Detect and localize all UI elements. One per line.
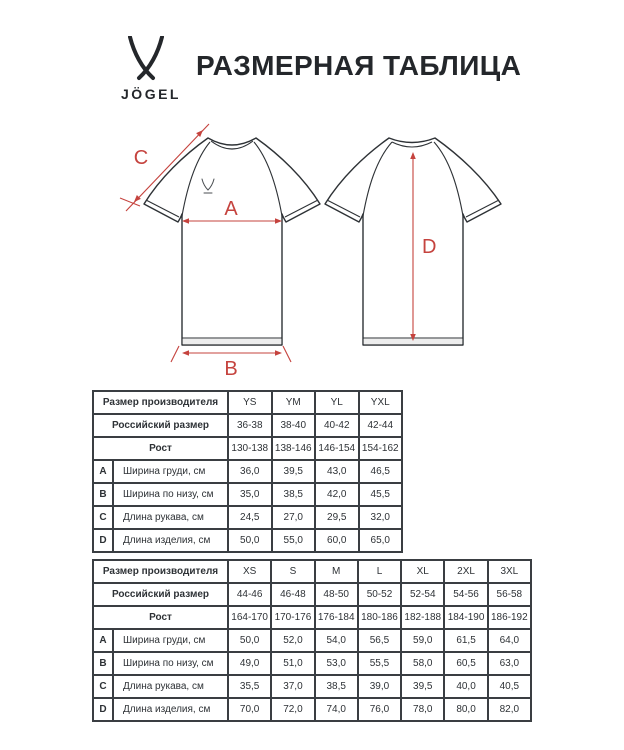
measure-name-cell: Ширина груди, см	[113, 629, 228, 652]
header-value-cell: YM	[272, 391, 316, 414]
measurement-b	[171, 346, 291, 380]
measure-value-cell: 50,0	[228, 629, 271, 652]
measure-row	[93, 698, 531, 721]
measure-value-cell: 39,0	[358, 675, 401, 698]
measure-value-cell: 45,5	[359, 483, 403, 506]
header-row	[93, 560, 531, 583]
measure-row	[93, 675, 531, 698]
header-value-cell: 52-54	[401, 583, 444, 606]
header-value-cell: 38-40	[272, 414, 316, 437]
header-value-cell: 36-38	[228, 414, 272, 437]
header-value-cell: 164-170	[228, 606, 271, 629]
measure-letter-cell: C	[93, 675, 113, 698]
measure-value-cell: 35,5	[228, 675, 271, 698]
measure-value-cell: 29,5	[315, 506, 359, 529]
measure-value-cell: 38,5	[272, 483, 316, 506]
header-value-cell: 138-146	[272, 437, 316, 460]
header-value-cell: YXL	[359, 391, 403, 414]
measure-letter-cell: A	[93, 629, 113, 652]
measure-value-cell: 54,0	[315, 629, 358, 652]
measure-value-cell: 49,0	[228, 652, 271, 675]
measure-letter-cell: B	[93, 483, 113, 506]
measurement-label-b: B	[224, 358, 238, 380]
header-label-cell: Рост	[93, 437, 228, 460]
tshirt-front-drawing	[144, 138, 320, 345]
header-row	[93, 606, 531, 629]
header-value-cell: 154-162	[359, 437, 403, 460]
measure-value-cell: 43,0	[315, 460, 359, 483]
header-value-cell: L	[358, 560, 401, 583]
measure-name-cell: Ширина по низу, см	[113, 652, 228, 675]
header-value-cell: YL	[315, 391, 359, 414]
measure-value-cell: 39,5	[401, 675, 444, 698]
measure-row	[93, 629, 531, 652]
measure-value-cell: 40,5	[488, 675, 531, 698]
header-value-cell: 54-56	[444, 583, 487, 606]
measure-row	[93, 529, 402, 552]
header-value-cell: 182-188	[401, 606, 444, 629]
header-value-cell: M	[315, 560, 358, 583]
header-value-cell: 48-50	[315, 583, 358, 606]
measure-row	[93, 460, 402, 483]
header-label-cell: Российский размер	[93, 583, 228, 606]
header-value-cell: 186-192	[488, 606, 531, 629]
measure-value-cell: 64,0	[488, 629, 531, 652]
measure-value-cell: 78,0	[401, 698, 444, 721]
measure-letter-cell: A	[93, 460, 113, 483]
measure-value-cell: 60,0	[315, 529, 359, 552]
measure-name-cell: Длина рукава, см	[113, 506, 228, 529]
measurement-label-c: C	[133, 147, 149, 169]
measure-row	[93, 483, 402, 506]
measure-letter-cell: D	[93, 698, 113, 721]
measure-value-cell: 61,5	[444, 629, 487, 652]
header-row	[93, 391, 402, 414]
brand-logo	[108, 36, 194, 104]
measure-value-cell: 50,0	[228, 529, 272, 552]
measure-value-cell: 53,0	[315, 652, 358, 675]
header-value-cell: 44-46	[228, 583, 271, 606]
header-row	[93, 583, 531, 606]
measure-value-cell: 65,0	[359, 529, 403, 552]
measure-value-cell: 55,0	[272, 529, 316, 552]
header-value-cell: 130-138	[228, 437, 272, 460]
header-value-cell: 56-58	[488, 583, 531, 606]
header-value-cell: YS	[228, 391, 272, 414]
jogel-logo-icon	[126, 36, 166, 82]
measure-name-cell: Длина изделия, см	[113, 698, 228, 721]
header-label-cell: Российский размер	[93, 414, 228, 437]
measure-value-cell: 63,0	[488, 652, 531, 675]
measure-value-cell: 60,5	[444, 652, 487, 675]
measure-value-cell: 27,0	[272, 506, 316, 529]
header-value-cell: XL	[401, 560, 444, 583]
measure-value-cell: 59,0	[401, 629, 444, 652]
measure-value-cell: 32,0	[359, 506, 403, 529]
page-title: РАЗМЕРНАЯ ТАБЛИЦА	[196, 50, 522, 81]
size-table-adult	[92, 559, 532, 722]
header-value-cell: 170-176	[271, 606, 314, 629]
measure-value-cell: 56,5	[358, 629, 401, 652]
measure-letter-cell: D	[93, 529, 113, 552]
header-value-cell: 46-48	[271, 583, 314, 606]
header-value-cell: 146-154	[315, 437, 359, 460]
measure-value-cell: 70,0	[228, 698, 271, 721]
header-value-cell: 184-190	[444, 606, 487, 629]
measure-value-cell: 40,0	[444, 675, 487, 698]
measure-name-cell: Ширина груди, см	[113, 460, 228, 483]
header-value-cell: XS	[228, 560, 271, 583]
header-value-cell: 180-186	[358, 606, 401, 629]
measure-value-cell: 37,0	[271, 675, 314, 698]
measure-value-cell: 58,0	[401, 652, 444, 675]
measure-value-cell: 52,0	[271, 629, 314, 652]
header-value-cell: 50-52	[358, 583, 401, 606]
size-table-youth	[92, 390, 403, 553]
header-value-cell: 2XL	[444, 560, 487, 583]
measure-name-cell: Ширина по низу, см	[113, 483, 228, 506]
header-value-cell: 42-44	[359, 414, 403, 437]
measure-value-cell: 72,0	[271, 698, 314, 721]
measure-value-cell: 76,0	[358, 698, 401, 721]
measure-value-cell: 46,5	[359, 460, 403, 483]
measure-row	[93, 652, 531, 675]
measure-value-cell: 82,0	[488, 698, 531, 721]
header-label-cell: Размер производителя	[93, 391, 228, 414]
header-value-cell: 40-42	[315, 414, 359, 437]
measure-value-cell: 39,5	[272, 460, 316, 483]
measure-value-cell: 36,0	[228, 460, 272, 483]
header-value-cell: 3XL	[488, 560, 531, 583]
measure-value-cell: 55,5	[358, 652, 401, 675]
measure-name-cell: Длина рукава, см	[113, 675, 228, 698]
header-label-cell: Размер производителя	[93, 560, 228, 583]
header-row	[93, 437, 402, 460]
brand-name: JÖGEL	[121, 86, 181, 102]
measure-value-cell: 74,0	[315, 698, 358, 721]
header-value-cell: 176-184	[315, 606, 358, 629]
measure-value-cell: 42,0	[315, 483, 359, 506]
measure-value-cell: 24,5	[228, 506, 272, 529]
measurement-label-d: D	[422, 236, 437, 258]
header-label-cell: Рост	[93, 606, 228, 629]
header-value-cell: S	[271, 560, 314, 583]
measure-letter-cell: C	[93, 506, 113, 529]
measure-value-cell: 51,0	[271, 652, 314, 675]
header-row	[93, 414, 402, 437]
tshirt-measurement-diagram	[82, 110, 542, 388]
measure-name-cell: Длина изделия, см	[113, 529, 228, 552]
measure-value-cell: 35,0	[228, 483, 272, 506]
measure-row	[93, 506, 402, 529]
measurement-label-a: A	[224, 198, 238, 220]
measure-letter-cell: B	[93, 652, 113, 675]
measure-value-cell: 38,5	[315, 675, 358, 698]
measure-value-cell: 80,0	[444, 698, 487, 721]
